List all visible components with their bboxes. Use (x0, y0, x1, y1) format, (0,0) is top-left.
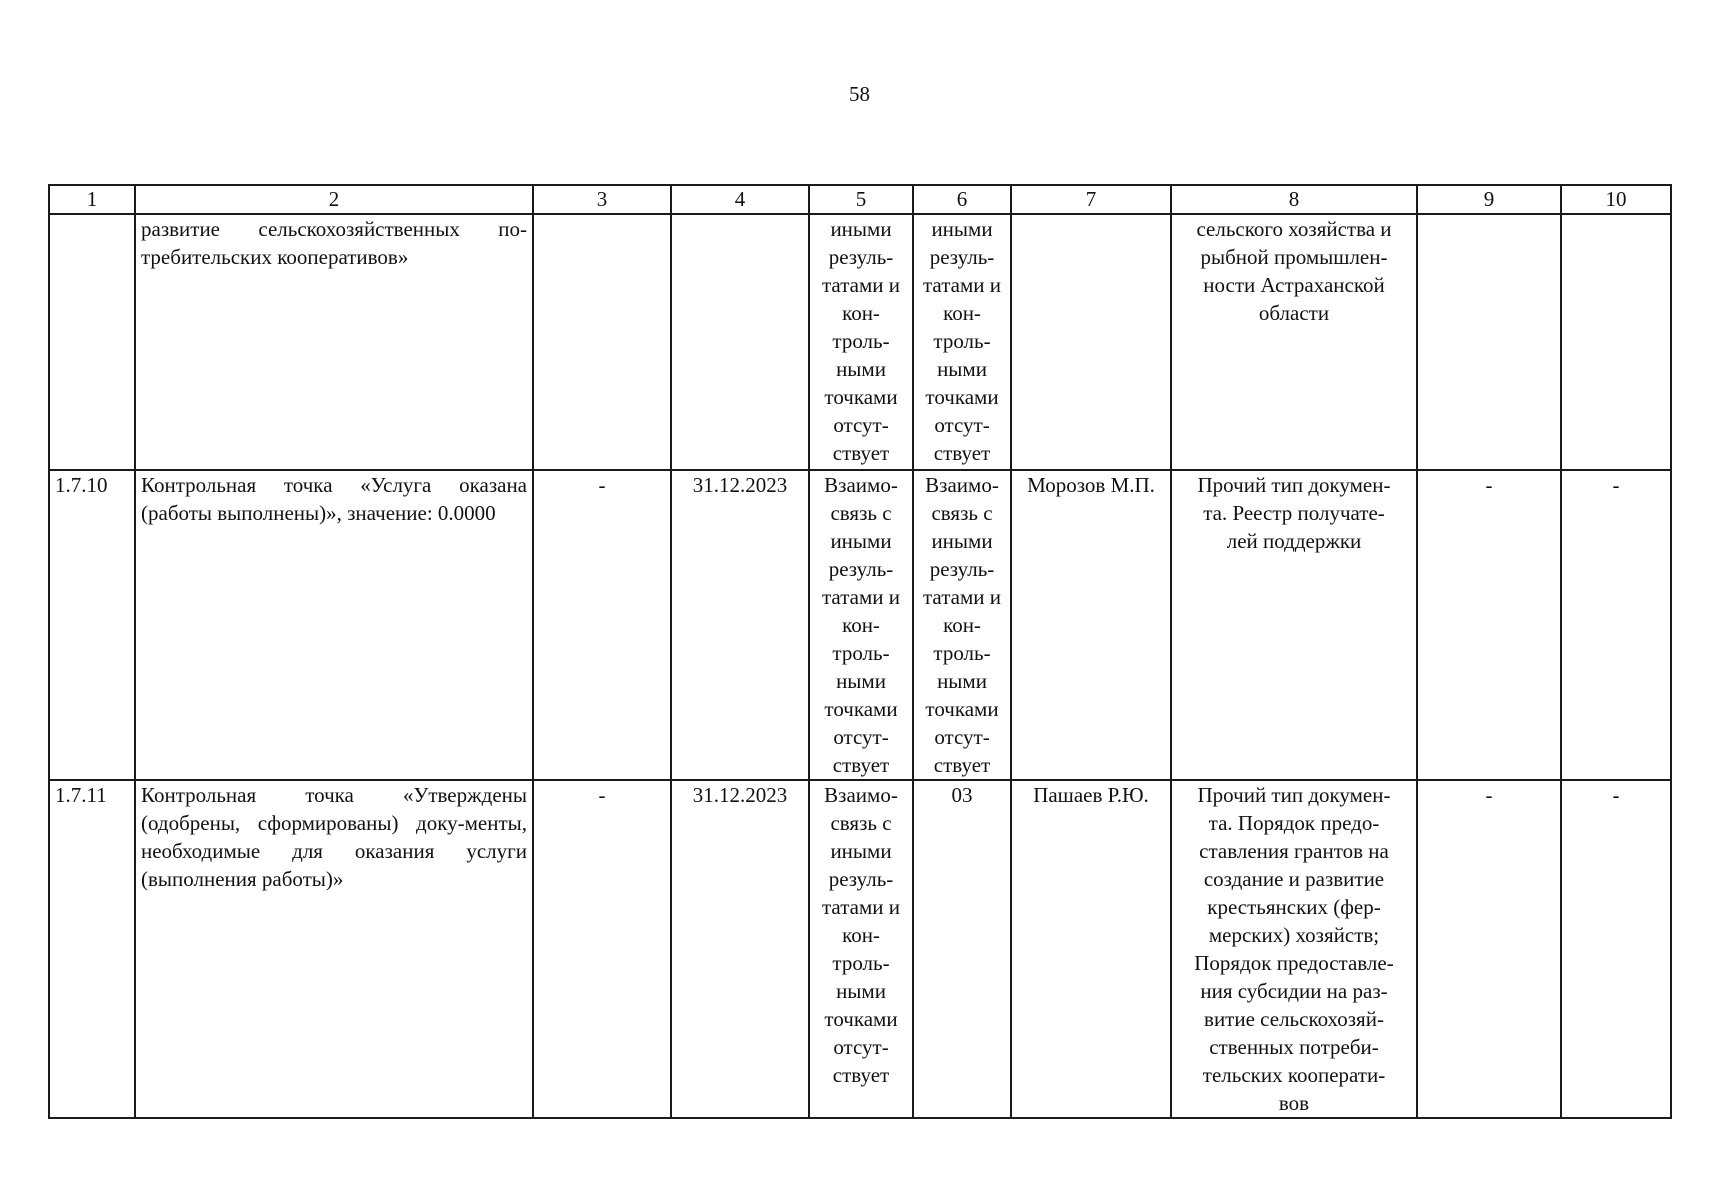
row-col6: 03 (913, 780, 1011, 1118)
row-col10: - (1561, 470, 1671, 780)
row-col9: - (1417, 470, 1561, 780)
row-date (671, 214, 809, 470)
row-responsible (1011, 214, 1171, 470)
row-name: Контрольная точка «Услуга оказана (работы выполнены)», значение: 0.0000 (135, 470, 533, 780)
header-cell-3: 3 (533, 185, 671, 214)
row-col10 (1561, 214, 1671, 470)
row-date: 31.12.2023 (671, 470, 809, 780)
row-name: развитие сельскохозяйственных по-требительских кооперативов» (135, 214, 533, 470)
row-col6: Взаимо- связь с иными резуль- татами и кон- троль- ными точками отсут- ствует (913, 470, 1011, 780)
row-col10: - (1561, 780, 1671, 1118)
row-date: 31.12.2023 (671, 780, 809, 1118)
row-responsible: Пашаев Р.Ю. (1011, 780, 1171, 1118)
table-row (49, 470, 1671, 780)
header-cell-6: 6 (913, 185, 1011, 214)
row-responsible: Морозов М.П. (1011, 470, 1171, 780)
row-document: Прочий тип докумен- та. Порядок предо- ставления грантов на создание и развитие крестьянских (фер- мерских) хозяйств; Порядок предоставле- ния субсидии на раз- витие сельскохозяй- ственных потреби- тельских кооперати- вов (1171, 780, 1417, 1118)
row-col3: - (533, 470, 671, 780)
header-cell-8: 8 (1171, 185, 1417, 214)
header-cell-7: 7 (1011, 185, 1171, 214)
table-row (49, 214, 1671, 470)
header-cell-1: 1 (49, 185, 135, 214)
row-col9: - (1417, 780, 1561, 1118)
row-col5: иными резуль- татами и кон- троль- ными точками отсут- ствует (809, 214, 913, 470)
row-number (49, 214, 135, 470)
row-col6: иными резуль- татами и кон- троль- ными точками отсут- ствует (913, 214, 1011, 470)
row-col3: - (533, 780, 671, 1118)
row-number: 1.7.11 (49, 780, 135, 1118)
header-cell-10: 10 (1561, 185, 1671, 214)
row-document: сельского хозяйства и рыбной промышлен- ности Астраханской области (1171, 214, 1417, 470)
header-cell-4: 4 (671, 185, 809, 214)
row-number: 1.7.10 (49, 470, 135, 780)
page-number: 58 (849, 82, 870, 106)
header-cell-5: 5 (809, 185, 913, 214)
header-cell-2: 2 (135, 185, 533, 214)
row-col9 (1417, 214, 1561, 470)
row-document: Прочий тип докумен- та. Реестр получате- лей поддержки (1171, 470, 1417, 780)
table-row (49, 780, 1671, 1118)
data-table (48, 184, 1672, 1119)
header-row (49, 185, 1671, 214)
row-col5: Взаимо- связь с иными резуль- татами и кон- троль- ными точками отсут- ствует (809, 780, 913, 1118)
row-name: Контрольная точка «Утверждены (одобрены, сформированы) доку-менты, необходимые для оказания услуги (выполнения работы)» (135, 780, 533, 1118)
row-col3 (533, 214, 671, 470)
header-cell-9: 9 (1417, 185, 1561, 214)
row-col5: Взаимо- связь с иными резуль- татами и кон- троль- ными точками отсут- ствует (809, 470, 913, 780)
